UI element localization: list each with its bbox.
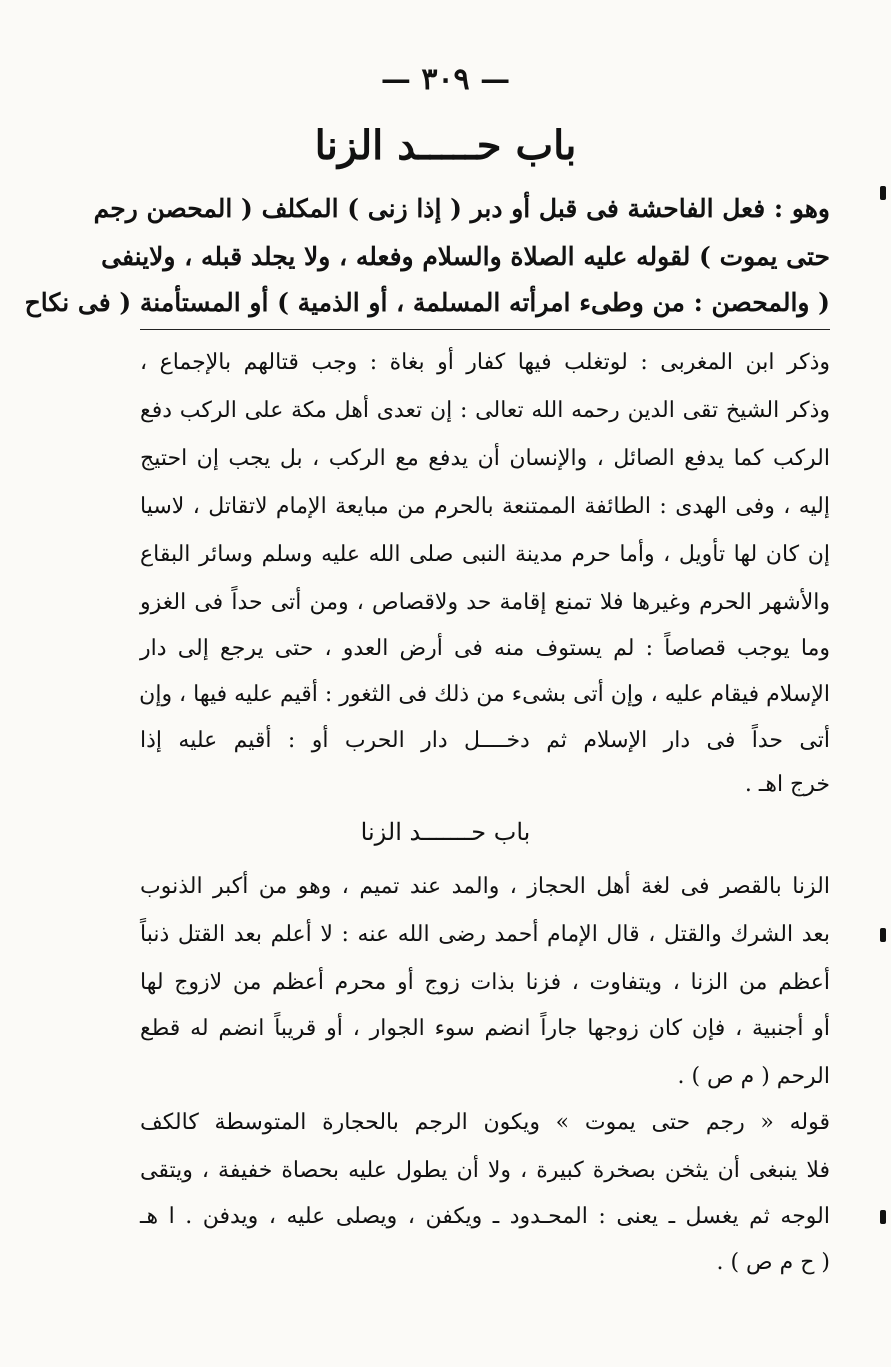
footnote-line: الرحم ( م ص ) . bbox=[677, 1064, 830, 1089]
footnote-line: أو أجنبية ، فإن كان زوجها جاراً انضم سوء الجوار ، أو قريباً انضم له قطع bbox=[140, 1016, 830, 1041]
footnote-line: وذكر ابن المغربى : لوتغلب فيها كفار أو بغاة : وجب قتالهم بالإجماع ، bbox=[140, 350, 830, 375]
footnote-line: أعظم من الزنا ، ويتفاوت ، فزنا بذات زوج أو محرم أعظم من لازوج لها bbox=[140, 970, 830, 995]
page-number: — ٣٠٩ — bbox=[380, 62, 511, 97]
footnote-line: الإسلام فيقام عليه ، وإن أتى بشىء من ذلك فى الثغور : أقيم عليه فيها ، وإن bbox=[139, 682, 830, 707]
chapter-title: باب حـــــد الزنا bbox=[314, 122, 577, 169]
footnote-line: قوله « رجم حتى يموت » ويكون الرجم بالحجارة المتوسطة كالكف bbox=[140, 1110, 830, 1135]
footnote-line: إليه ، وفى الهدى : الطائفة الممتنعة بالحرم من مبايعة الإمام لاتقاتل ، لاسيا bbox=[140, 494, 830, 519]
footnote-line: الوجه ثم يغسل ـ يعنى : المحـدود ـ ويكفن ، ويصلى عليه ، ويدفن . ا هـ bbox=[140, 1204, 830, 1229]
footnote-line: إن كان لها تأويل ، وأما حرم مدينة النبى صلى الله عليه وسلم وسائر البقاع bbox=[140, 542, 830, 567]
footnote-line: فلا ينبغى أن يثخن بصخرة كبيرة ، ولا أن يطول عليه بحصاة خفيفة ، ويتقى bbox=[140, 1158, 830, 1183]
margin-mark bbox=[880, 1210, 886, 1224]
footnote-divider bbox=[140, 329, 830, 330]
footnote-line: الزنا بالقصر فى لغة أهل الحجاز ، والمد عند تميم ، وهو من أكبر الذنوب bbox=[140, 874, 830, 899]
main-text-line: وهو : فعل الفاحشة فى قبل أو دبر ( إذا زنى ) المكلف ( المحصن رجم bbox=[93, 194, 830, 223]
footnote-line: وما يوجب قصاصاً : لم يستوف منه فى أرض العدو ، حتى يرجع إلى دار bbox=[140, 636, 830, 661]
margin-mark bbox=[880, 186, 886, 200]
main-text-line: ( والمحصن : من وطىء امرأته المسلمة ، أو الذمية ) أو المستأمنة ( فى نكاح bbox=[24, 288, 830, 317]
footnote-line: خرج اهـ . bbox=[744, 772, 830, 797]
footnote-line: وذكر الشيخ تقى الدين رحمه الله تعالى : إن تعدى أهل مكة على الركب دفع bbox=[140, 398, 830, 423]
margin-mark bbox=[880, 928, 886, 942]
main-text-line: حتى يموت ) لقوله عليه الصلاة والسلام وفعله ، ولا يجلد قبله ، ولاينفى bbox=[101, 242, 830, 271]
footnote-line: بعد الشرك والقتل ، قال الإمام أحمد رضى الله عنه : لا أعلم بعد القتل ذنباً bbox=[140, 922, 830, 947]
footnote-line: أتى حداً فى دار الإسلام ثم دخــــل دار الحرب أو : أقيم عليه إذا bbox=[140, 728, 830, 753]
section-subtitle: باب حـــــــد الزنا bbox=[360, 818, 531, 846]
footnote-line: الركب كما يدفع الصائل ، والإنسان أن يدفع مع الركب ، بل يجب إن احتيج bbox=[140, 446, 830, 471]
footnote-line: ( ح م ص ) . bbox=[716, 1250, 830, 1275]
footnote-line: والأشهر الحرم وغيرها فلا تمنع إقامة حد ولاقصاص ، ومن أتى حداً فى الغزو bbox=[140, 590, 830, 615]
